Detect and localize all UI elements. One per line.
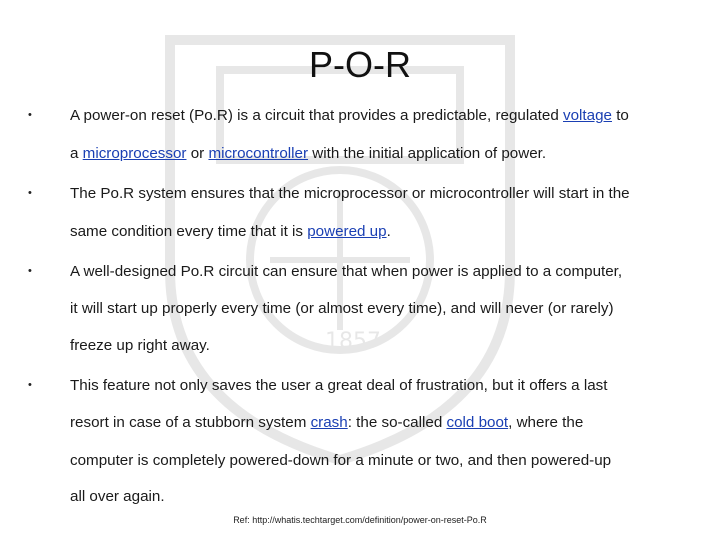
text-segment: a [70,145,83,162]
text-segment: with the initial application of power. [308,145,547,162]
bullet-text-line [70,106,629,126]
hyperlink-microcontroller[interactable]: microcontroller [208,145,309,162]
university-crest-watermark [160,30,520,470]
text-segment: it will start up properly every time (or almost every time), and will never (or rarely) [70,300,614,317]
text-segment: , where the [508,414,584,431]
text-segment: computer is completely powered-down for a minute or two, and then powered-up [70,452,612,469]
text-segment: The Po.R system ensures that the microprocessor or microcontroller will start in the [70,185,630,202]
bullet-text-line [70,487,165,507]
bullet-text-line [70,336,210,356]
bullet-text-line [70,184,630,204]
text-segment: freeze up right away. [70,337,210,354]
text-segment: all over again. [70,488,165,505]
bullet-marker: • [28,265,32,277]
bullet-text-line [70,262,622,282]
hyperlink-cold-boot[interactable]: cold boot [446,414,509,431]
text-segment: or [186,145,209,162]
bullet-text-line [70,376,607,396]
bullet-marker: • [28,187,32,199]
text-segment: : the so-called [347,414,447,431]
slide-title: P-O-R [309,44,411,85]
bullet-text-line [70,222,391,242]
bullet-text-line [70,299,614,319]
hyperlink-powered-up[interactable]: powered up [307,223,387,240]
text-segment: . [386,223,391,240]
bullet-marker: • [28,109,32,121]
bullet-text-line [70,413,583,433]
crest-year: 1857 [325,329,381,354]
reference-footnote: Ref: http://whatis.techtarget.com/definition/power-on-reset-Po.R [233,515,487,525]
text-segment: A power-on reset (Po.R) is a circuit that provides a predictable, regulated [70,107,563,124]
text-segment: to [611,107,629,124]
text-segment: same condition every time that it is [70,223,308,240]
hyperlink-microprocessor[interactable]: microprocessor [82,145,187,162]
bullet-text-line [70,451,611,471]
hyperlink-voltage[interactable]: voltage [563,107,612,124]
bullet-marker: • [28,379,32,391]
text-segment: resort in case of a stubborn system [70,414,311,431]
text-segment: This feature not only saves the user a great deal of frustration, but it offers a last [70,377,608,394]
bullet-text-line [70,144,546,164]
text-segment: A well-designed Po.R circuit can ensure that when power is applied to a computer, [70,263,623,280]
hyperlink-crash[interactable]: crash [310,414,348,431]
